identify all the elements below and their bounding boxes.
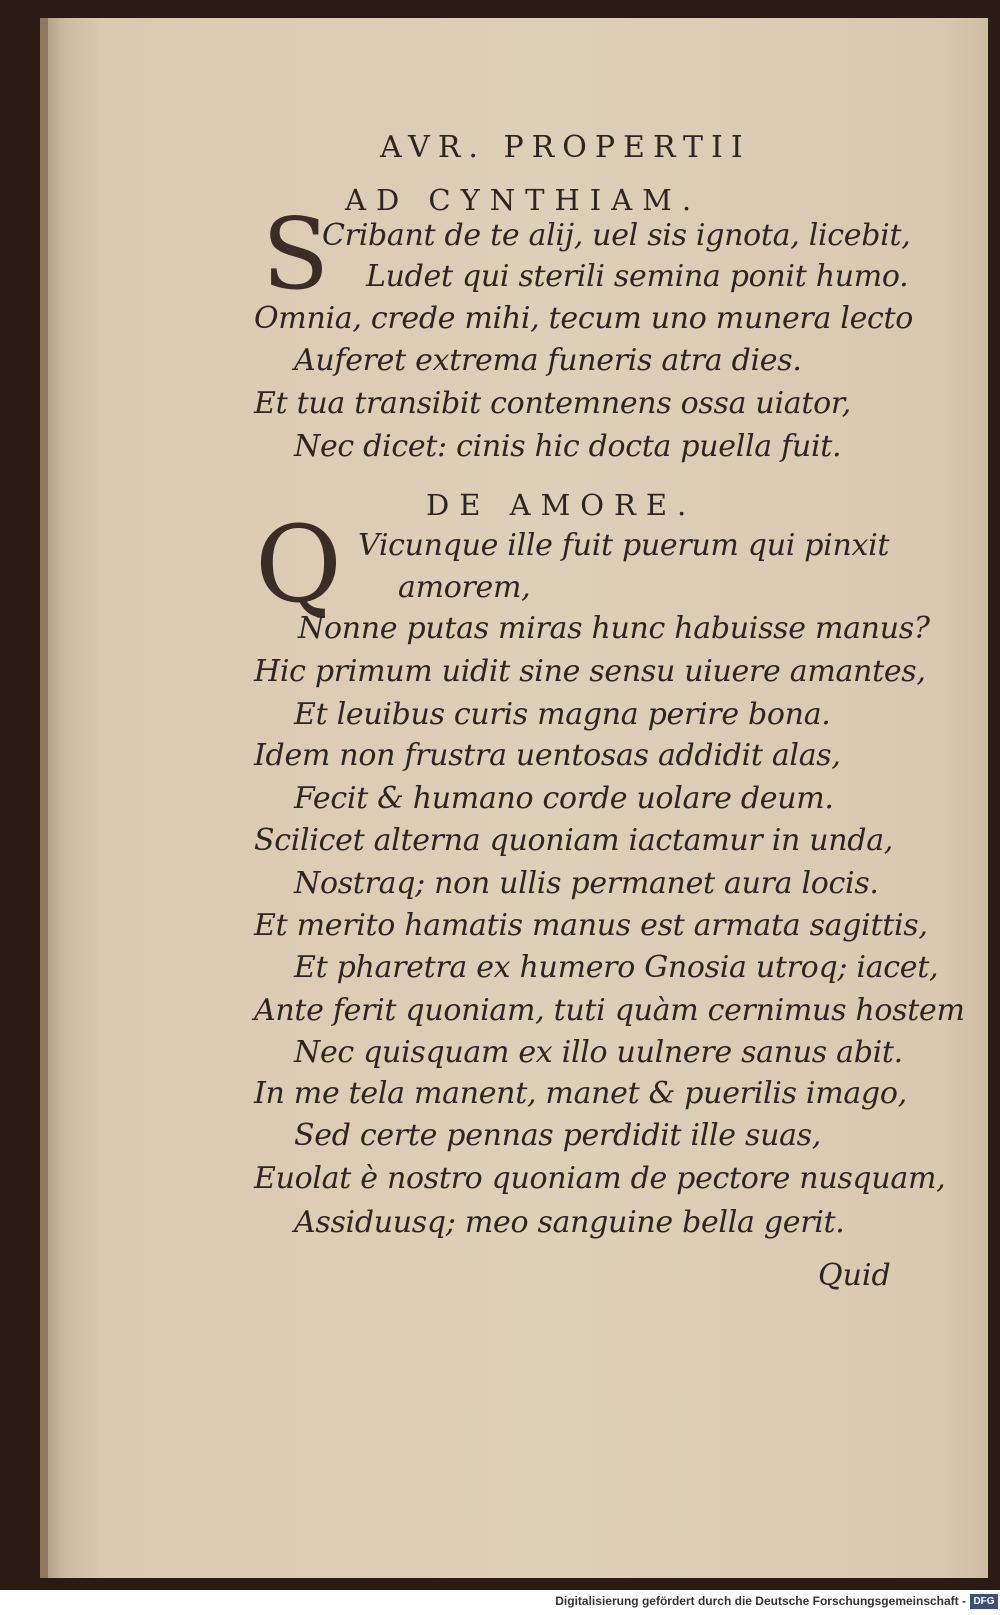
verse-line: Nec quisquam ex illo uulnere sanus abit.: [294, 1035, 903, 1070]
verse-line: Euolat è nostro quoniam de pectore nusquam,: [254, 1161, 946, 1196]
verse-line: Nostraq; non ullis permanet aura locis.: [294, 866, 879, 901]
page-gutter-edge: [40, 18, 48, 1578]
verse-line: Scilicet alterna quoniam iactamur in unda,: [254, 823, 894, 858]
verse-line: Sed certe pennas perdidit ille suas,: [294, 1118, 822, 1153]
verse-line: Vicunque ille fuit puerum qui pinxit: [358, 528, 890, 563]
footer-bar: [0, 1590, 1000, 1615]
verse-line: Nec dicet: cinis hic docta puella fuit.: [294, 429, 842, 464]
verse-line: Ludet qui sterili semina ponit humo.: [366, 259, 909, 294]
dropcap-s: S: [262, 198, 330, 312]
verse-line: Hic primum uidit sine sensu uiuere amantes,: [254, 654, 926, 689]
section-title-ad-cynthiam: AD CYNTHIAM.: [345, 183, 702, 217]
verse-line: Et merito hamatis manus est armata sagittis,: [254, 908, 928, 943]
dfg-logo-icon: DFG: [970, 1594, 998, 1609]
verse-line: Fecit & humano corde uolare deum.: [294, 781, 834, 816]
verse-line: Idem non frustra uentosas addidit alas,: [254, 738, 841, 773]
catchword: Quid: [818, 1258, 891, 1293]
verse-line: Auferet extrema funeris atra dies.: [294, 343, 802, 378]
footer-credit: Digitalisierung gefördert durch die Deutsche Forschungsgemeinschaft -: [555, 1594, 966, 1608]
verse-line: Et pharetra ex humero Gnosia utroq; iacet,: [294, 950, 939, 985]
verse-line: Et tua transibit contemnens ossa uiator,: [254, 386, 851, 421]
verse-line: Nonne putas miras hunc habuisse manus?: [298, 611, 930, 646]
section-title-de-amore: DE AMORE.: [426, 488, 697, 522]
verse-line: Assiduusq; meo sanguine bella gerit.: [294, 1205, 845, 1240]
book-page: [40, 18, 988, 1578]
dropcap-q: Q: [255, 503, 342, 626]
verse-line: Omnia, crede mihi, tecum uno munera lecto: [254, 301, 914, 336]
running-head: AVR. PROPERTII: [380, 130, 751, 165]
verse-line: Ante ferit quoniam, tuti quàm cernimus hostem: [254, 993, 965, 1028]
verse-line: amorem,: [398, 570, 531, 605]
verse-line: In me tela manent, manet & puerilis imago,: [254, 1076, 907, 1111]
verse-line: Et leuibus curis magna perire bona.: [294, 697, 831, 732]
verse-line: Cribant de te alij, uel sis ignota, licebit,: [322, 218, 911, 253]
